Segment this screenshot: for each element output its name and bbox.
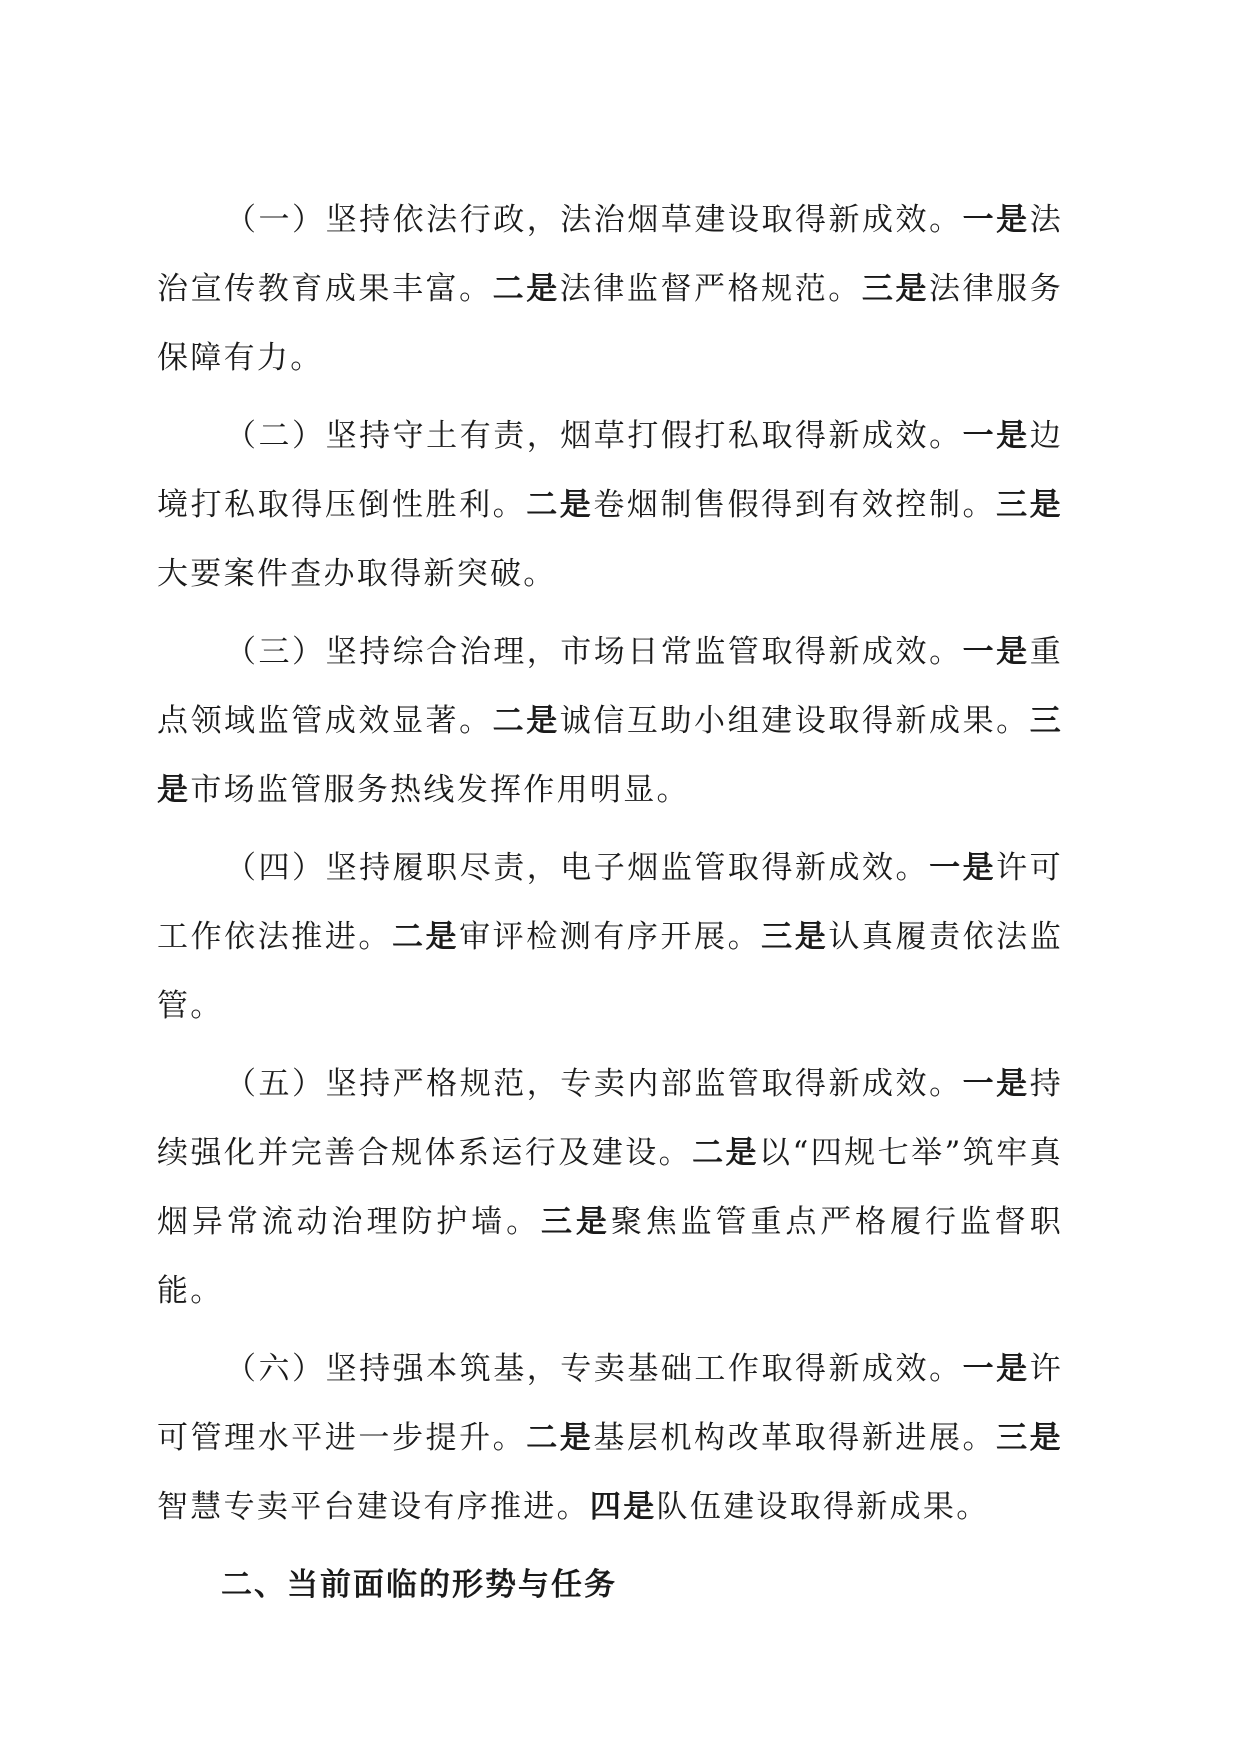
paragraph-text: 以“四规七举”筑牢真烟异常流动治理防护墙。 xyxy=(157,1135,1063,1240)
paragraph-text: （一）坚持依法行政，法治烟草建设取得新成效。 xyxy=(225,202,963,238)
paragraph-text: 卷烟制售假得到有效控制。 xyxy=(593,487,997,523)
paragraph-text: 法律服务保障有力。 xyxy=(157,271,1064,376)
paragraph-text: 队伍建设取得新成果。 xyxy=(656,1489,990,1525)
emphasis-marker: 二是 xyxy=(492,703,560,739)
emphasis-marker: 三是 xyxy=(761,919,829,955)
emphasis-marker: 三是 xyxy=(996,1420,1063,1456)
paragraph-text: （四）坚持履职尽责，电子烟监管取得新成效。 xyxy=(225,850,930,886)
paragraph xyxy=(157,834,1063,1041)
emphasis-marker: 一是 xyxy=(962,1066,1030,1102)
paragraph-text: 大要案件查办取得新突破。 xyxy=(157,556,557,592)
paragraph-text: 法治宣传教育成果丰富。 xyxy=(157,202,1063,307)
paragraph xyxy=(157,1335,1063,1542)
paragraph-text: 持续强化并完善合规体系运行及建设。 xyxy=(157,1066,1063,1171)
emphasis-marker: 一是 xyxy=(962,418,1030,454)
emphasis-marker: 一是 xyxy=(929,850,997,886)
paragraph-text: 边境打私取得压倒性胜利。 xyxy=(157,418,1063,523)
paragraph-text: 市场监管服务热线发挥作用明显。 xyxy=(190,772,690,808)
paragraph-text: 聚焦监管重点严格履行监督职能。 xyxy=(157,1204,1063,1309)
emphasis-marker: 三是 xyxy=(540,1204,611,1240)
emphasis-marker: 三是 xyxy=(996,487,1063,523)
paragraph xyxy=(157,618,1063,825)
paragraph xyxy=(157,186,1063,393)
emphasis-marker: 一是 xyxy=(962,1351,1030,1387)
paragraph-text: （二）坚持守土有责，烟草打假打私取得新成效。 xyxy=(225,418,963,454)
paragraph-text: 审评检测有序开展。 xyxy=(459,919,762,955)
paragraph-text: 诚信互助小组建设取得新成果。 xyxy=(559,703,1030,739)
paragraph xyxy=(157,1050,1063,1326)
paragraph-text: （五）坚持严格规范，专卖内部监管取得新成效。 xyxy=(225,1066,963,1102)
paragraph-text: 认真履责依法监管。 xyxy=(157,919,1063,1024)
paragraph-text: （三）坚持综合治理，市场日常监管取得新成效。 xyxy=(225,634,963,670)
paragraph-text: 基层机构改革取得新进展。 xyxy=(593,1420,997,1456)
emphasis-marker: 二是 xyxy=(492,271,560,307)
paragraph xyxy=(157,402,1063,609)
paragraph-text: 重点领域监管成效显著。 xyxy=(157,634,1063,739)
emphasis-marker: 一是 xyxy=(962,202,1030,238)
paragraph-text: 许可工作依法推进。 xyxy=(157,850,1063,955)
emphasis-marker: 四是 xyxy=(589,1489,657,1525)
document-body xyxy=(157,186,1063,1620)
emphasis-marker: 三是 xyxy=(157,703,1064,808)
emphasis-marker: 三是 xyxy=(861,271,930,307)
section-heading: 二、当前面临的形势与任务 xyxy=(221,1567,617,1603)
emphasis-marker: 二是 xyxy=(526,487,594,523)
emphasis-marker: 二是 xyxy=(692,1135,759,1171)
paragraph-list xyxy=(157,186,1063,1542)
emphasis-marker: 一是 xyxy=(962,634,1030,670)
paragraph-text: 智慧专卖平台建设有序推进。 xyxy=(157,1489,590,1525)
paragraph-text: 许可管理水平进一步提升。 xyxy=(157,1351,1063,1456)
emphasis-marker: 二是 xyxy=(391,919,460,955)
paragraph-text: 法律监督严格规范。 xyxy=(559,271,862,307)
paragraph-text: （六）坚持强本筑基，专卖基础工作取得新成效。 xyxy=(225,1351,963,1387)
emphasis-marker: 二是 xyxy=(526,1420,594,1456)
